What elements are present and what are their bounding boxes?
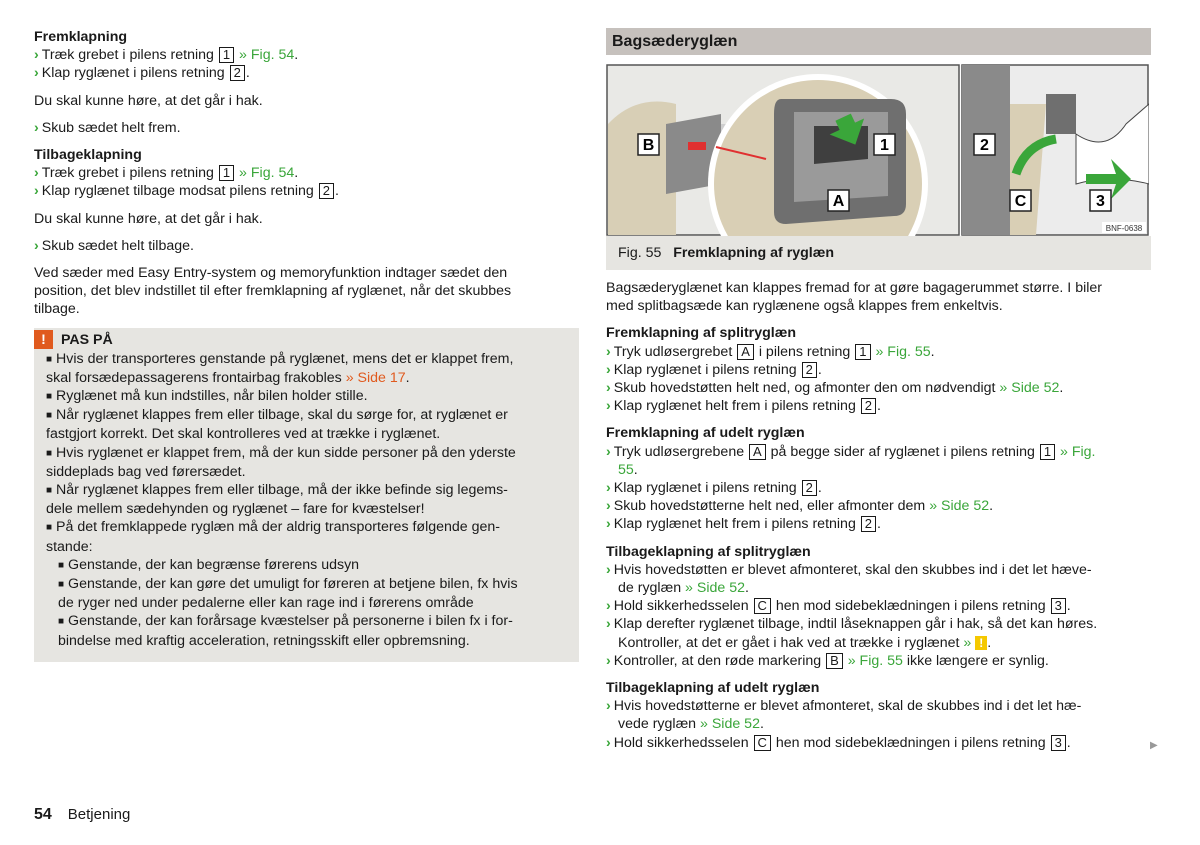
page-link[interactable]: » Side 52 [700, 716, 760, 733]
arrow-icon: › [606, 380, 611, 397]
page-footer [34, 806, 130, 824]
warning-item: ■ På det fremklappede ryglæn må der aldrig transporteres følgende gen- [46, 519, 501, 536]
step-box: 2 [802, 480, 817, 496]
step-box: 2 [802, 362, 817, 378]
warning-item: ■ Ryglænet må kun indstilles, når bilen holder stille. [46, 388, 368, 405]
step-box: 2 [861, 398, 876, 414]
step-box: 1 [219, 165, 234, 181]
page-link[interactable]: » Side 52 [929, 498, 990, 515]
warning-item-cont: siddeplads bag ved førersædet. [46, 463, 246, 480]
warning-item: ■ Hvis der transporteres genstande på ryglænet, mens det er klappet frem, [46, 350, 514, 367]
arrow-icon: › [606, 561, 611, 578]
page-number: 54 [34, 806, 52, 823]
continue-triangle-icon: ▶ [1150, 740, 1158, 751]
step-box: 1 [219, 47, 234, 63]
warning-box [34, 328, 579, 662]
arrow-icon: › [34, 65, 39, 82]
step-box: A [737, 344, 754, 360]
warning-item-cont: fastgjort korrekt. Det skal kontrolleres ved at trække i ryglænet. [46, 426, 441, 443]
arrow-icon: › [606, 516, 611, 533]
list-item: › Klap ryglænet helt frem i pilens retning 2 . [606, 398, 881, 415]
warning-link[interactable]: » [963, 634, 972, 651]
caption-text: Fremklapning af ryglæn [673, 245, 835, 261]
heading-udelt-ryglaen: Fremklapning af udelt ryglæn [606, 425, 805, 442]
heading-tilbage-split: Tilbageklapning af splitryglæn [606, 543, 811, 560]
right-column [606, 28, 1151, 752]
list-item: › Hold sikkerhedsselen C hen mod sidebeklædningen i pilens retning 3 . [606, 734, 1071, 751]
fig-link[interactable]: » Fig. 54 [239, 47, 295, 64]
warning-subitem-cont: bindelse med kraftig acceleration, retningsskift eller opbremsning. [58, 632, 470, 649]
arrow-icon: › [606, 598, 611, 615]
warning-title: PAS PÅ [61, 331, 113, 348]
warning-item: ■ Når ryglænet klappes frem eller tilbage, må der ikke befinde sig legems- [46, 482, 508, 499]
warning-item: ■ Når ryglænet klappes frem eller tilbage, skal du sørge for, at ryglænet er [46, 407, 508, 424]
callout-1: 1 [880, 137, 889, 154]
list-item: › Kontroller, at den røde markering B » Fig. 55 ikke længere er synlig. [606, 652, 1049, 669]
left-column [34, 28, 579, 662]
list-item: › Skub hovedstøtten helt ned, og afmonter den om nødvendigt » Side 52. [606, 380, 1064, 397]
arrow-icon: › [606, 361, 611, 378]
list-item: › Skub sædet helt frem. [34, 119, 181, 136]
caution-icon[interactable]: ! [975, 636, 987, 650]
list-item-cont: Kontroller, at det er gået i hak ved at trække i ryglænet » ! . [618, 634, 992, 651]
list-item-cont: 55. [618, 461, 638, 478]
arrow-icon: › [34, 237, 39, 254]
callout-a: A [832, 193, 845, 210]
callout-2: 2 [980, 137, 989, 154]
heading-splitryglaen: Fremklapning af splitryglæn [606, 325, 796, 342]
arrow-icon: › [606, 443, 611, 460]
arrow-icon: › [34, 165, 39, 182]
paragraph: Du skal kunne høre, at det går i hak. [34, 210, 263, 227]
step-box: C [754, 735, 771, 751]
list-item-cont: vede ryglæn » Side 52. [618, 716, 764, 733]
page-link[interactable]: » Side 52 [999, 380, 1060, 397]
list-item: › Klap derefter ryglænet tilbage, indtil låseknappen går i hak, så det kan høres. [606, 616, 1098, 633]
page-link[interactable]: » Side 17 [345, 369, 406, 386]
arrow-icon: › [606, 734, 611, 751]
list-item: › Tryk udløsergrebene A på begge sider af ryglænet i pilens retning 1 » Fig. [606, 443, 1096, 460]
warning-header [34, 330, 579, 350]
figure-caption [606, 236, 1151, 270]
callout-c: C [1014, 193, 1027, 210]
page-link[interactable]: » Side 52 [685, 580, 745, 597]
list-item: › Hold sikkerhedsselen C hen mod sidebeklædningen i pilens retning 3 . [606, 598, 1071, 615]
callout-3: 3 [1096, 193, 1105, 210]
list-item: › Træk grebet i pilens retning 1 » Fig. 54. [34, 165, 299, 182]
arrow-icon: › [606, 652, 611, 669]
step-box: A [749, 444, 766, 460]
seat-illustration [606, 64, 1149, 236]
heading-tilbage-udelt: Tilbageklapning af udelt ryglæn [606, 680, 820, 697]
paragraph-line: Bagsæderyglænet kan klappes fremad for at gøre bagagerummet større. I biler [606, 280, 1103, 296]
fig-link[interactable]: » Fig. 55 [875, 343, 931, 360]
arrow-icon: › [34, 119, 39, 136]
warning-item: ■ Hvis ryglænet er klappet frem, må der kun sidde personer på den yderste [46, 444, 516, 461]
figure-code: BNF-0638 [1105, 224, 1143, 233]
list-item: › Tryk udløsergrebet A i pilens retning 1 » Fig. 55. [606, 343, 935, 360]
list-item: › Klap ryglænet i pilens retning 2 . [606, 480, 822, 497]
arrow-icon: › [606, 616, 611, 633]
warning-item-cont: skal forsædepassagerens frontairbag frakobles » Side 17. [46, 369, 410, 386]
warning-subitem-cont: de ryger ned under pedalerne eller kan rage ind i førerens område [58, 595, 474, 612]
step-box: 2 [861, 516, 876, 532]
arrow-icon: › [34, 183, 39, 200]
caption-number: Fig. 55 [618, 245, 662, 261]
fig-link[interactable]: » Fig. 54 [239, 165, 295, 182]
list-item: › Hvis hovedstøtterne er blevet afmonteret, skal de skubbes ind i det let hæ- [606, 698, 1082, 715]
arrow-icon: › [606, 343, 611, 360]
list-item: › Klap ryglænet helt frem i pilens retning 2 . [606, 516, 881, 533]
arrow-icon: › [606, 398, 611, 415]
paragraph-line: tilbage. [34, 301, 80, 318]
list-item: › Træk grebet i pilens retning 1 » Fig. 54. [34, 47, 299, 64]
arrow-icon: › [34, 47, 39, 64]
section-title: Bagsæderyglæn [606, 28, 1151, 55]
list-item: › Skub hovedstøtterne helt ned, eller afmonter dem » Side 52. [606, 498, 994, 515]
step-box: 1 [1040, 444, 1055, 460]
fig-link[interactable]: » Fig. 55 [847, 652, 903, 669]
arrow-icon: › [606, 698, 611, 715]
footer-section: Betjening [67, 806, 131, 823]
list-item: › Klap ryglænet i pilens retning 2 . [34, 65, 250, 82]
warning-icon: ! [34, 330, 53, 349]
list-item: › Hvis hovedstøtten er blevet afmonteret, skal den skubbes ind i det let hæve- [606, 561, 1092, 578]
step-box: 2 [230, 65, 245, 81]
callout-b: B [642, 137, 655, 154]
paragraph: Du skal kunne høre, at det går i hak. [34, 92, 263, 109]
heading-fremklapning: Fremklapning [34, 29, 128, 45]
list-item-cont: de ryglæn » Side 52. [618, 580, 749, 597]
paragraph-line: med splitbagsæde kan ryglænene også klappes frem enkeltvis. [606, 298, 1003, 315]
warning-subitem: ■ Genstande, der kan forårsage kvæstelser på personerne i bilen fx i for- [58, 613, 513, 630]
arrow-icon: › [606, 498, 611, 515]
warning-subitem: ■ Genstande, der kan gøre det umuligt for føreren at betjene bilen, fx hvis [58, 576, 518, 593]
step-box: 2 [319, 183, 334, 199]
list-item: › Klap ryglænet i pilens retning 2 . [606, 361, 822, 378]
fig-link[interactable]: » Fig. [1060, 443, 1096, 460]
list-item: › Klap ryglænet tilbage modsat pilens retning 2 . [34, 183, 339, 200]
warning-subitem: ■ Genstande, der kan begrænse førerens udsyn [58, 556, 360, 573]
heading-tilbageklapning: Tilbageklapning [34, 147, 142, 164]
step-box: 3 [1051, 598, 1066, 614]
step-box: 1 [855, 344, 870, 360]
paragraph-line: position, det blev indstillet til efter fremklapning af ryglænet, når det skubbes [34, 283, 512, 300]
warning-item-cont: dele mellem sædehynden og ryglænet – fare for kvæstelser! [46, 501, 425, 518]
step-box: 3 [1051, 735, 1066, 751]
paragraph-line: Ved sæder med Easy Entry-system og memoryfunktion indtager sædet den [34, 265, 508, 282]
warning-item-cont: stande: [46, 538, 93, 555]
arrow-icon: › [606, 480, 611, 497]
figure-55 [606, 64, 1149, 236]
list-item: › Skub sædet helt tilbage. [34, 237, 194, 254]
step-box: C [754, 598, 771, 614]
step-box: B [826, 653, 843, 669]
